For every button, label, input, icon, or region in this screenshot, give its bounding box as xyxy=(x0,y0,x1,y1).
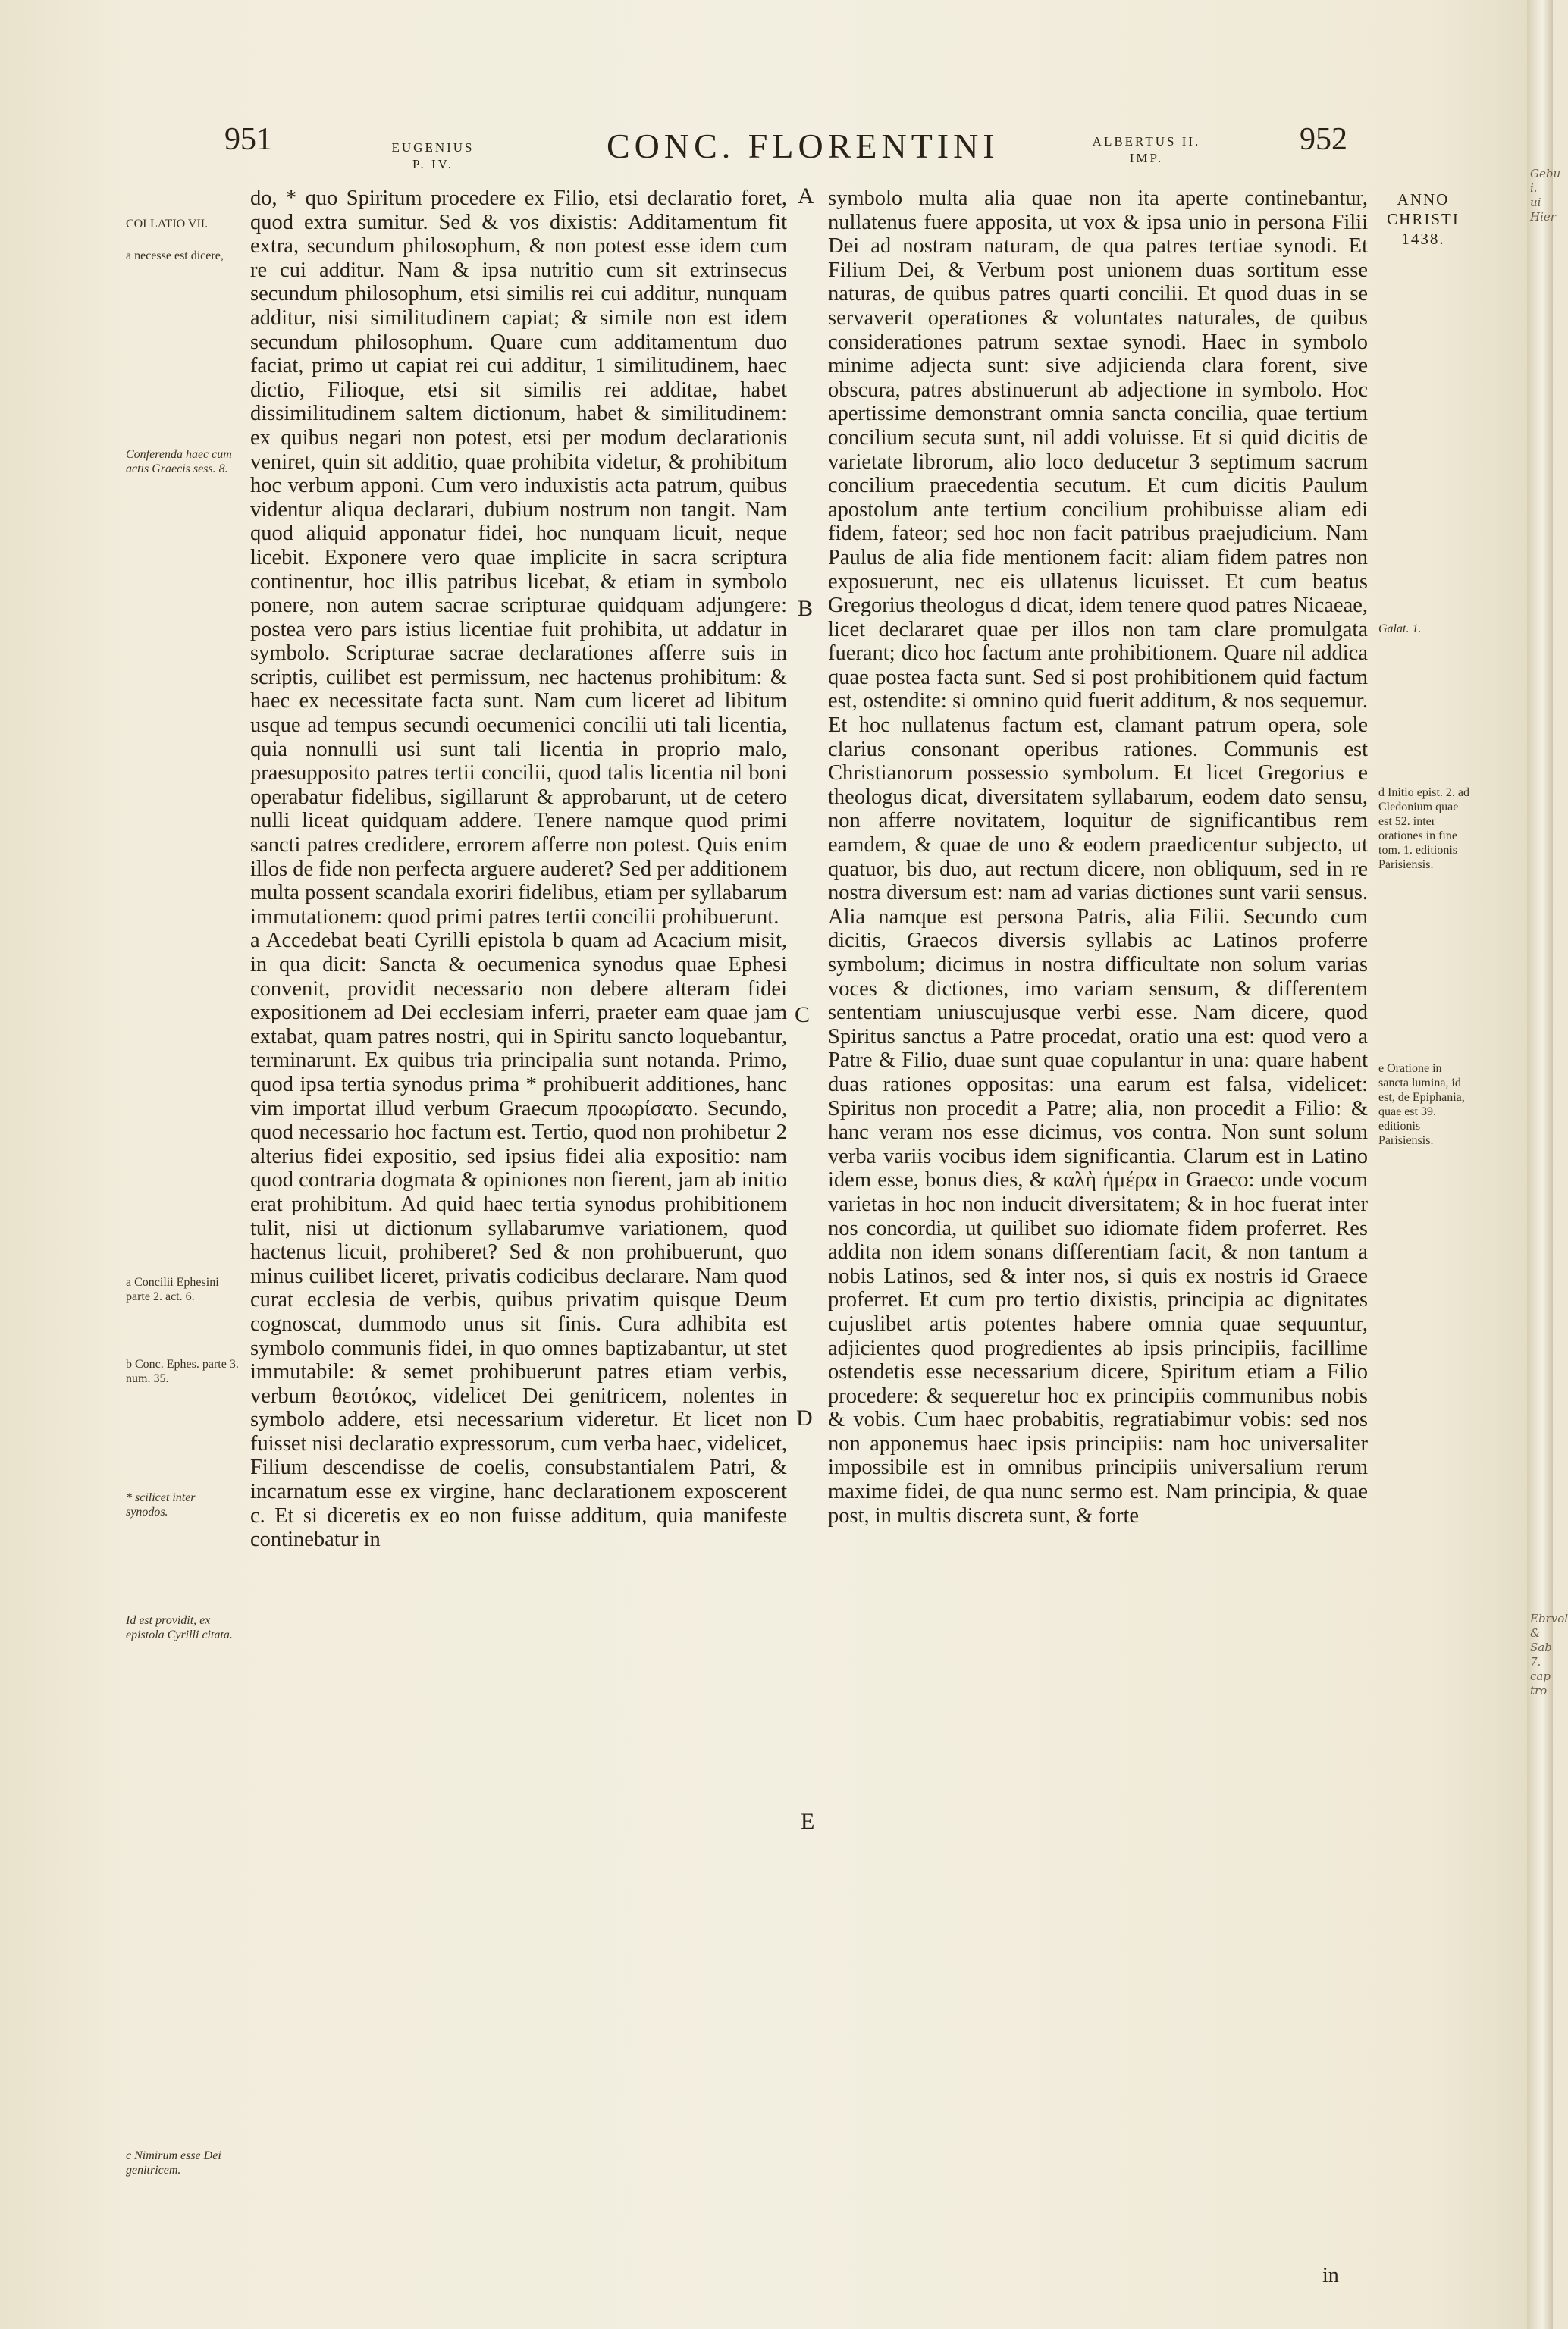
edge-line: i. ui xyxy=(1530,181,1541,209)
margin-note: e Oratione in sancta lumina, id est, de Epiphania, quae est 39. editionis Parisiensis. xyxy=(1378,1062,1465,1147)
margin-note: a Concilii Ephesini parte 2. act. 6. xyxy=(126,1276,219,1303)
section-letter-e: E xyxy=(801,1809,815,1834)
running-head-line: EUGENIUS xyxy=(391,140,475,155)
section-letter-d: D xyxy=(796,1406,813,1431)
margin-note-collatio: COLLATIO VII. xyxy=(126,218,209,230)
paragraph: a Accedebat beati Cyrilli epistola b quam ad Acacium misit, in qua dicit: Sancta & oecumenica synodus quae Ephesi convenit, providit necessario non debere alteram fidei expositionem ad Dei ecclesiam inferri, praeter eam quae jam extabat, quam patres nostri, qui in Spiritu sancto loquebantur, terminarunt. Ex quibus tria principalia sunt notanda. Primo, quod ipsa tertia synodus prima * prohibuerit additiones, hanc vim importat illud verbum Graecum προωρίσατο. Secundo, quod necessario hoc factum est. Tertio, quod non prohibetur 2 alterius fidei expositio, sed ipsius fidei alia expositio: nam quod contraria dogmata & opiniones non fierent, jam ab initio erat prohibitum. Ad quid haec tertia synodus prohibitionem tulit, nisi ut dictionum syllabarumve variationem, quod hactenus licuit, prohiberet? Sed & non prohibuerunt, quo minus cuilibet liceret, privatis codicibus declarare. Nam quod curat ecclesia de verbis, quibus privatim quisque Deum cognoscat, dummodo unus sit finis. Cura adhibita est symbolo communis fidei, in quo omnes baptizabantur, ut stet immutabile: & semet prohibuerunt patres etiam verbis, verbum θεοτόκος, videlicet Dei genitricem, nolentes in symbolo addere, etsi necessarium videretur. Et licet non fuisset nisi declaratio expressorum, cum verba haec, videlicet, Filium descendisse de coelis, consubstantialem Patri, & incarnatum esse ex virgine, hanc declarationem exposcerent c. Et si diceretis ex eo non fuisse additum, quia manifeste continebatur in xyxy=(250,929,787,1552)
margin-note: d Initio epist. 2. ad Cledonium quae est 52. inter orationes in fine tom. 1. editionis Parisiensis. xyxy=(1378,786,1469,871)
edge-fragment xyxy=(1530,1612,1568,1698)
edge-line: Gebu xyxy=(1530,167,1561,180)
edge-line: & Sab xyxy=(1530,1626,1552,1654)
next-page-edge xyxy=(1527,0,1568,2329)
margin-note: b Conc. Ephes. parte 3. num. 35. xyxy=(126,1358,239,1385)
left-page-number: 951 xyxy=(224,122,272,157)
paragraph: do, * quo Spiritum procedere ex Filio, etsi declaratio foret, quod extra sumitur. Sed & vos dixistis: Additamentum fit extra, secundum philosophum, & non potest esse idem cum re cui additur. Nam & ipsa nutritio cum sit extrinsecus secundum philosophum, etsi similis rei cui additur, nunquam additur, nisi similitudinem capiat; & simile non est idem secundum philosophum. Quare cum additamentum duo faciat, primo ut capiat rei cui additur, 1 similitudinem, haec dictio, Filioque, etsi sit similis rei additae, habet dissimilitudinem saltem dictionum, habet & similitudinem: ex quibus negari non potest, etsi per modum declarationis veniret, quin sit additio, quae prohibita videtur, & prohibitum hoc verbum apponi. Cum vero induxistis acta patrum, quibus videntur aliqua declarari, dubium nostrum non tangit. Nam quod aliquid apponatur fidei, hoc nunquam licuit, neque licebit. Exponere vero quae implicite in sacra scriptura continentur, hoc illis patribus licebat, & etiam in symbolo ponere, non autem sacrae scripturae quidquam adjungere: postea vero pars istius licentiae fuit prohibita, ut addatur in symbolo. Scripturae sacrae declarationes afferre suis in scriptis, cuilibet est permissum, nec hactenus prohibitum: & haec ex necessitate facta sunt. Nam cum liceret ad libitum usque ad tempus secundi oecumenici concilii uti tali licentia, quia nonnulli usi sunt tali licentia in proprio malo, praesupposito patres tertii concilii, quod talis licentia nil boni operabatur fidelibus, sigillarunt & approbarunt, ut de cetero nulli liceat quidquam addere. Tenere namque quod primi sancti patres credidere, errorem afferre non potest. Quis enim illos de fide non perfecta arguere auderet? Sed per additionem multa possent scandala exoriri fidelibus, etiam per syllabarum immutationem: quod primi patres tertii concilii prohibuerunt. xyxy=(250,187,787,929)
right-text-column xyxy=(828,187,1368,1528)
paragraph: symbolo multa alia quae non ita aperte continebantur, nullatenus fuere apposita, ut vox & ipsa unio in persona Filii Dei ad nostram naturam, de qua patres tertiae synodi. Et Filium Dei, & Verbum post unionem duas sortitum esse naturas, de quibus patres quarti concilii. Et quod duas in se servaverit operationes & voluntates naturales, de quibus considerationes patrum sextae synodi. Haec in symbolo minime adjecta sunt: sive adjicienda clara forent, sive obscura, patres abstinuerunt ab adjectione in symbolo. Hoc apertissime demonstrant omnia sancta concilia, quae tertium concilium secuta sunt, nil addi voluisse. Et si quid dicitis de varietate librorum, alio loco deducetur 3 septimum sacrum concilium praecedentia secutum. Et cum dicitis Paulum apostolum ante tertium concilium prohibuisse aliam edi fidem, fateor; sed hoc non facit patribus praejudicium. Nam Paulus de alia fide mentionem facit: aliam fidem patres non exposuerunt, nec eis ullatenus licuisset. Et cum beatus Gregorius theologus d dicat, idem tenere quod patres Nicaeae, licet declararet quae per illos non tam clare promulgata fuerant; dico hoc factum ante prohibitionem. Quare nil addica quae postea facta sunt. Sed si post prohibitionem quid factum est, ostendite: si omnino quid fuerit additum, & nos sequemur. Et hoc nullatenus factum est, clamant patrum opera, sole clarius consonant operibus rationes. Communis est Christianorum possessio symbolum. Et licet Gregorius e theologus dicat, diversitatem syllabarum, eodem dato sensu, non afferre novitatem, loquitur de significantibus rem eamdem, & quae de uno & eodem praedicentur subjecto, ut quatuor, bis duo, aut rectum dicere, non obliquum, sed in re nostra diversum est: nam ad varias dictiones sunt varii sensus. Alia namque est persona Patris, alia Filii. Secundo cum dicitis, Graecos diversis syllabis ac Latinos proferre symbolum; dicimus in nostra difficultate non solum varias voces & dictiones, imo variam sensum, & differentem sententiam uniuscujusque verbi esse. Nam dicere, quod Spiritus sanctus a Patre procedat, oratio una est: quod vero a Patre & Filio, duae sunt quae copulantur in una: quare habent duas rationes oppositas: una earum est falsa, videlicet: Spiritus non procedit a Patre; alia, non procedit a Filio: & hanc veram nos esse dicimus, vos contra. Non sunt solum verba variis vocibus idem significantia. Clarum est in Latino idem esse, bonus dies, & καλὴ ἡμέρα in Graeco: unde vocum varietas in hoc non inducit diversitatem; & in hoc fuerat inter nos concordia, ut quilibet suo idiomate fidem proferret. Res addita non idem sonans differentiam facit, & non tantum a nobis Latinos, sed & inter nos, si quis ex nostris id Graece proferret. Et cum pro tertio dixistis, principia ac dignitates cujuslibet artis potentes habere omnia quae sequuntur, adjicientes quod progredientes ab ipsis principiis, facillime ostendetis esse necessarium dicere, Spiritum etiam a Filio procedere: & sequeretur hoc ex principiis communibus nobis & vobis. Cum haec probabitis, regratiabimur vobis: sed nos non apponemus haec ipsis principiis: nam hoc universaliter impossibile est in omnibus principiis universalium rerum maxime fidei, de qua nunc sermo est. Nam principia, & quae post, in multis discreta sunt, & forte xyxy=(828,187,1368,1528)
section-letter-a: A xyxy=(798,183,814,208)
page-title: CONC. FLORENTINI xyxy=(607,127,999,165)
year-note-line: CHRISTI xyxy=(1387,210,1460,228)
left-text-column xyxy=(250,187,787,1552)
year-note-line: ANNO xyxy=(1397,190,1450,208)
running-head-line: IMP. xyxy=(1129,151,1164,165)
year-note-line: 1438. xyxy=(1401,230,1445,248)
margin-note: a necesse est dicere, xyxy=(126,249,224,262)
edge-line: tro xyxy=(1530,1684,1548,1697)
margin-note: Conferenda haec cum actis Graecis sess. 8. xyxy=(126,448,232,475)
running-head-line: ALBERTUS II. xyxy=(1092,134,1201,149)
left-running-head xyxy=(376,139,490,173)
edge-line: Ebrvol xyxy=(1530,1612,1568,1625)
margin-note: Galat. 1. xyxy=(1378,622,1422,635)
right-running-head xyxy=(1071,133,1222,167)
margin-note: c Nimirum esse Dei genitricem. xyxy=(126,2149,221,2177)
catchword: in xyxy=(1322,2264,1339,2287)
year-note xyxy=(1378,190,1468,249)
edge-line: 7. cap xyxy=(1530,1655,1551,1683)
margin-note: * scilicet inter synodos. xyxy=(126,1491,196,1519)
edge-line: Hier xyxy=(1530,210,1556,224)
section-letter-b: B xyxy=(798,596,814,621)
running-head-line: P. IV. xyxy=(412,157,454,171)
margin-note: Id est providit, ex epistola Cyrilli citata. xyxy=(126,1614,233,1641)
section-letter-c: C xyxy=(795,1002,811,1027)
edge-fragment xyxy=(1530,167,1561,224)
right-page-number: 952 xyxy=(1300,122,1347,157)
